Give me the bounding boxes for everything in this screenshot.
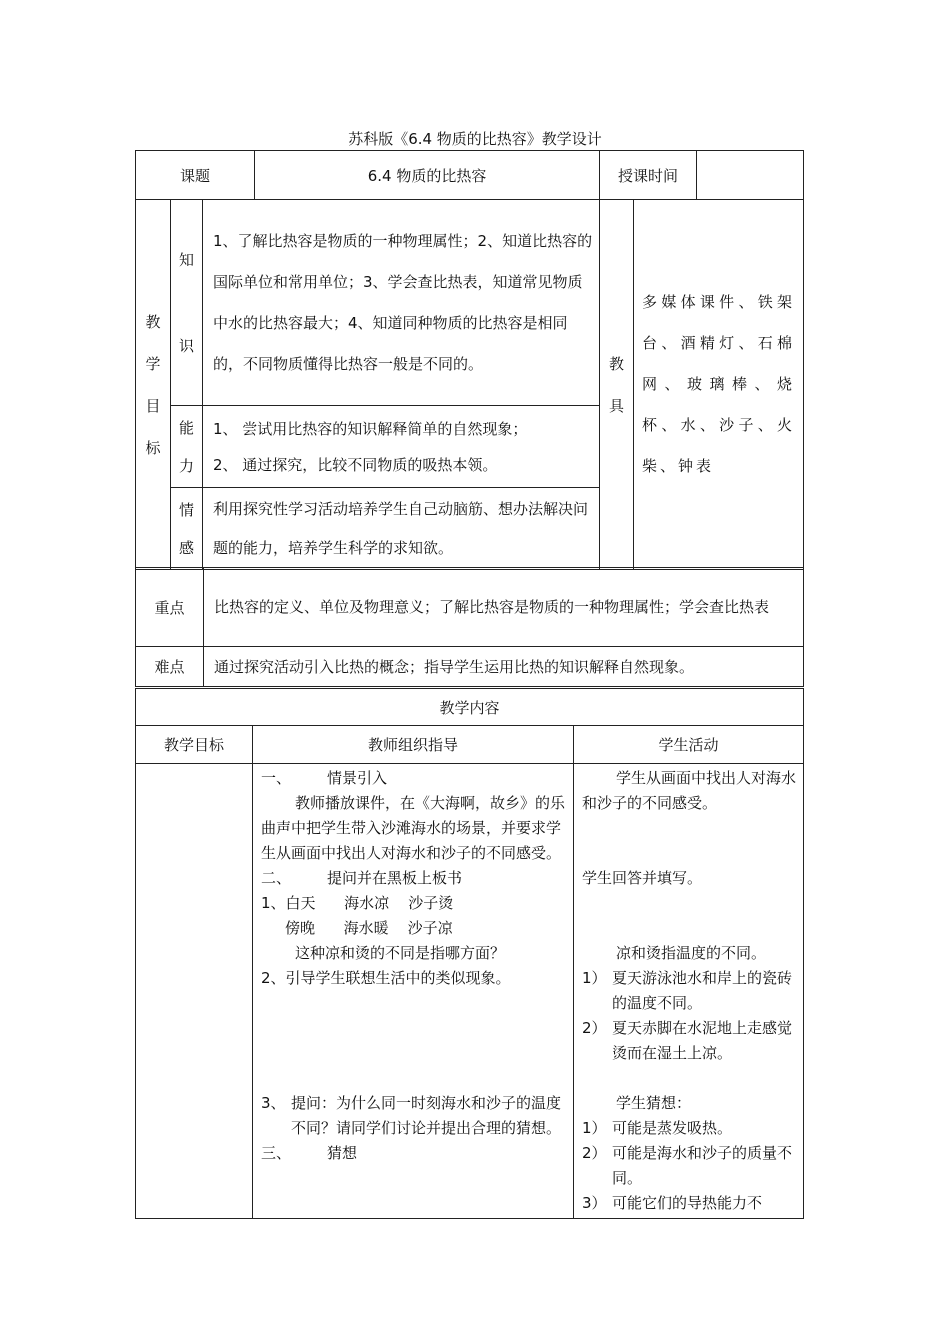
key-point-text: 比热容的定义、单位及物理意义；了解比热容是物质的一种物理属性；学会查比热表 (204, 568, 804, 647)
item-number: 2） (582, 1019, 607, 1037)
question-item (261, 1091, 567, 1141)
key-points-table (135, 567, 804, 687)
question-line: 2、引导学生联想生活中的类似现象。 (261, 969, 511, 987)
knowledge-label-char: 识 (178, 336, 194, 355)
student-activity-cell (574, 764, 804, 1219)
document-title: 苏科版《6.4 物质的比热容》教学设计 (348, 130, 602, 148)
teaching-tools-list: 多媒体课件、铁架台、酒精灯、石棉网、玻璃棒、烧杯、水、沙子、火柴、钟表 (634, 200, 804, 570)
emotion-objective: 利用探究性学习活动培养学生自己动脑筋、想办法解决问题的能力，培养学生科学的求知欲。 (203, 488, 600, 570)
item-text: 可能是海水和沙子的质量不同。 (612, 1144, 793, 1187)
ability-item: 1、 尝试用比热容的知识解释简单的自然现象； (213, 419, 528, 438)
item-text: 提问：为什么同一时刻海水和沙子的温度不同？请同学们讨论并提出合理的猜想。 (291, 1094, 562, 1137)
student-example (582, 966, 797, 1016)
ability-label-char: 力 (178, 456, 194, 475)
question-line: 这种凉和烫的不同是指哪方面？ (295, 944, 506, 962)
section-title: 提问并在黑板上板书 (327, 869, 463, 887)
knowledge-objective: 1、了解比热容是物质的一种物理属性；2、知道比热容的国际单位和常用单位；3、学会查比热表，知道常见物质中水的比热容最大；4、知道同种物质的比热容是相同的，不同物质懂得比热容一般是不同的。 (203, 200, 600, 406)
tools-label-char: 具 (609, 396, 625, 415)
tools-label-char: 教 (609, 354, 625, 373)
section-title: 猜想 (327, 1144, 358, 1162)
student-paragraph: 学生回答并填写。 (582, 869, 703, 887)
topic-value: 6.4 物质的比热容 (255, 151, 600, 200)
item-number: 1） (582, 969, 607, 987)
objectives-label-char: 目 (145, 396, 161, 415)
emotion-label-char: 感 (178, 538, 194, 557)
ability-label-char: 能 (178, 418, 194, 437)
objectives-label (136, 200, 171, 570)
class-time-value (697, 151, 804, 200)
key-point-label: 重点 (136, 568, 204, 647)
item-number: 1） (582, 1119, 607, 1137)
item-number: 3、 (261, 1094, 286, 1112)
lesson-info-table (135, 150, 804, 570)
student-guess (582, 1191, 797, 1216)
teacher-guidance-cell (253, 764, 574, 1219)
student-paragraph: 凉和烫指温度的不同。 (616, 944, 767, 962)
emotion-label (171, 488, 203, 570)
class-time-label: 授课时间 (600, 151, 697, 200)
board-line: 傍晚 海水暖 沙子凉 (285, 919, 453, 937)
item-text: 可能是蒸发吸热。 (612, 1119, 733, 1137)
difficulty-label: 难点 (136, 647, 204, 687)
student-paragraph: 学生从画面中找出人对海水和沙子的不同感受。 (582, 769, 797, 812)
item-text: 夏天赤脚在水泥地上走感觉烫而在湿土上凉。 (612, 1019, 793, 1062)
ability-item: 2、 通过探究，比较不同物质的吸热本领。 (213, 455, 498, 474)
student-guess (582, 1116, 797, 1141)
column-header-teacher: 教师组织指导 (253, 726, 574, 764)
item-number: 2） (582, 1144, 607, 1162)
student-example (582, 1016, 797, 1066)
student-guess (582, 1141, 797, 1191)
objective-cell (136, 764, 253, 1219)
item-text: 可能它们的导热能力不 (612, 1194, 763, 1212)
item-text: 夏天游泳池水和岸上的瓷砖的温度不同。 (612, 969, 793, 1012)
difficulty-text: 通过探究活动引入比热的概念；指导学生运用比热的知识解释自然现象。 (204, 647, 804, 687)
section-number: 三、 (261, 1144, 292, 1162)
emotion-label-char: 情 (178, 500, 194, 519)
ability-objective (203, 406, 600, 488)
objectives-label-char: 学 (145, 354, 161, 373)
ability-label (171, 406, 203, 488)
teaching-tools-label (600, 200, 634, 570)
objectives-label-char: 教 (145, 312, 161, 331)
teaching-content-table (135, 688, 804, 1219)
topic-label: 课题 (136, 151, 255, 200)
content-title: 教学内容 (136, 689, 804, 726)
teacher-paragraph: 教师播放课件，在《大海啊，故乡》的乐曲声中把学生带入沙滩海水的场景，并要求学生从画面中找出人对海水和沙子的不同感受。 (261, 794, 566, 862)
section-title: 情景引入 (327, 769, 388, 787)
knowledge-label-char: 知 (178, 250, 194, 269)
objectives-label-char: 标 (145, 438, 161, 457)
column-header-student: 学生活动 (574, 726, 804, 764)
column-header-objective: 教学目标 (136, 726, 253, 764)
section-number: 二、 (261, 869, 292, 887)
knowledge-label (171, 200, 203, 406)
board-line: 1、白天 海水凉 沙子烫 (261, 894, 454, 912)
guess-title: 学生猜想： (616, 1094, 692, 1112)
section-number: 一、 (261, 769, 292, 787)
item-number: 3） (582, 1194, 607, 1212)
